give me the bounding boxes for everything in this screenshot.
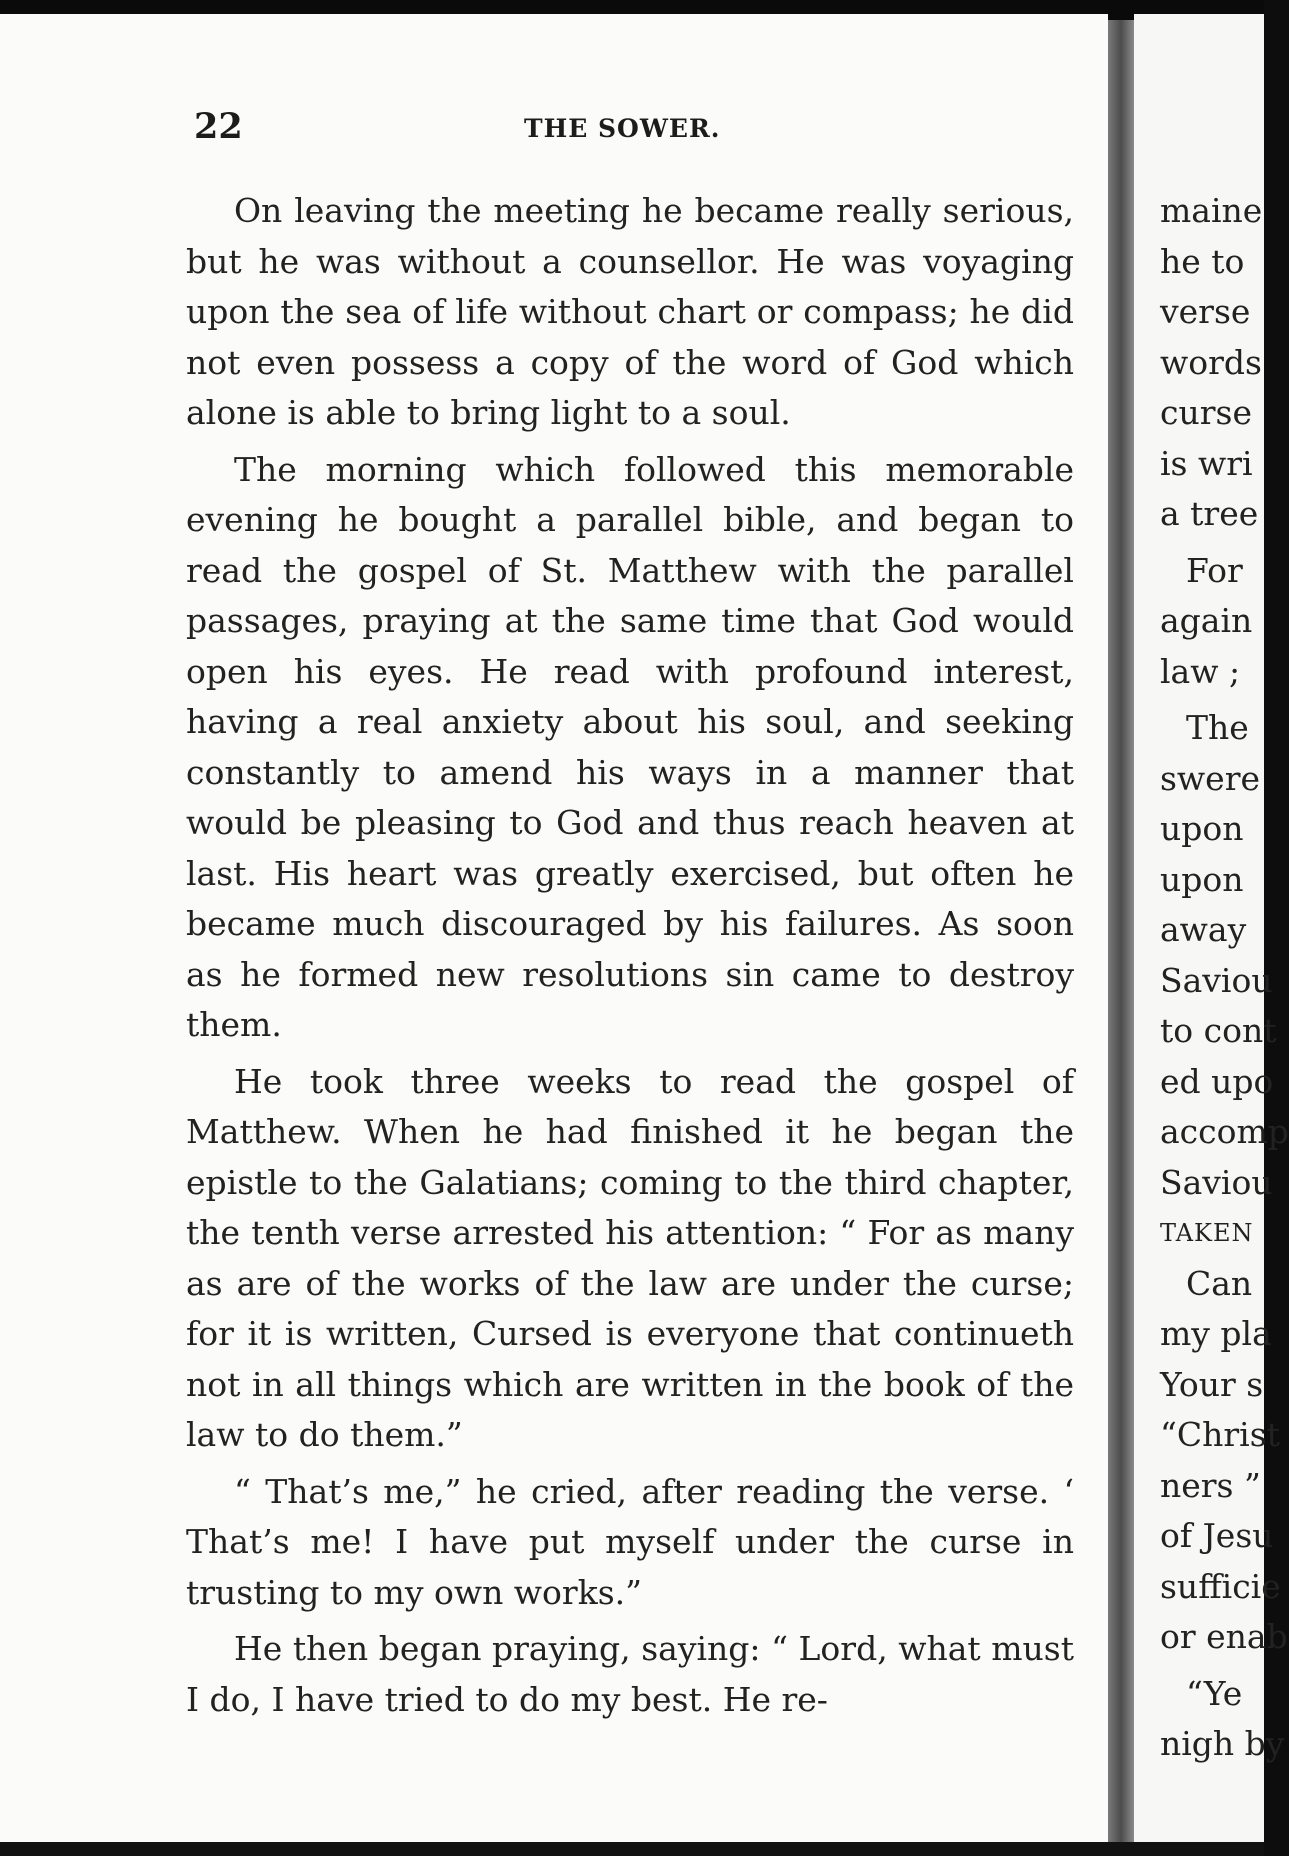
right-line: words	[1160, 342, 1262, 382]
page-number: 22	[194, 106, 243, 147]
right-line: a tree	[1160, 494, 1259, 533]
scan-bottom-border	[0, 1842, 1264, 1856]
paragraph: On leaving the meeting he became really serious, but he was without a counsellor. He was voyaging upon the sea of life without chart or compass; he did not even possess a copy of the word of God which alone is able to bring light to a soul.	[186, 191, 1074, 432]
book-gutter	[1108, 20, 1134, 1842]
right-line: Your s	[1160, 1364, 1264, 1404]
right-line: maine	[1160, 191, 1263, 230]
paragraph: “ That’s me,” he cried, after reading the verse. ‘ That’s me! I have put myself under the curse in trusting to my own works.”	[186, 1471, 1074, 1612]
paragraph: He took three weeks to read the gospel of Matthew. When he had finished it he began the epistle to the Galatians; coming to the third chapter, the tenth verse arrested his attention: “ For as many as are of the works of the law are under the curse; for it is written, Cursed is everyone that continueth not in all things which are written in the book of the law to do them.”	[186, 1061, 1074, 1454]
paragraph: The morning which followed this memorable evening he bought a parallel bible, and began to read the gospel of St. Matthew with the parallel passages, praying at the same time that God would open his eyes. He read with profound interest, having a real anxiety about his soul, and seeking constantly to amend his ways in a manner that would be pleasing to God and thus reach heaven at last. His heart was greatly exercised, but often he became much discouraged by his failures. As soon as he formed new resolutions sin came to destroy them.	[186, 449, 1074, 1044]
right-line: is wri	[1160, 443, 1253, 483]
right-line: law ;	[1160, 651, 1241, 691]
right-line: nigh by	[1160, 1724, 1285, 1763]
right-line: verse	[1160, 292, 1251, 331]
right-line: Saviou	[1160, 960, 1273, 1000]
right-line: my pla	[1160, 1314, 1272, 1353]
right-line: sufficie	[1160, 1566, 1281, 1606]
right-line: or enab	[1160, 1617, 1288, 1656]
running-head: THE SOWER.	[524, 114, 721, 143]
right-line: accomp	[1160, 1112, 1289, 1151]
body-text	[186, 186, 1074, 1731]
paragraph: He then began praying, saying: “ Lord, what must I do, I have tried to do my best. He re-	[186, 1629, 1074, 1719]
right-line: to cont	[1160, 1011, 1277, 1050]
right-line: curse	[1160, 393, 1252, 432]
right-line: ed upo	[1160, 1061, 1274, 1101]
right-line: Can	[1186, 1263, 1253, 1303]
right-line: For	[1186, 550, 1243, 590]
page-header	[0, 106, 1108, 146]
right-line: TAKEN	[1160, 1219, 1254, 1247]
right-line: of Jesu	[1160, 1516, 1274, 1555]
right-line: The	[1186, 708, 1249, 747]
right-line: ners ”	[1160, 1465, 1261, 1505]
right-line: “Ye	[1186, 1673, 1243, 1713]
right-line: again	[1160, 601, 1253, 640]
right-line: swere	[1160, 758, 1261, 798]
right-page-edge	[1134, 14, 1289, 1844]
right-page-lines	[1160, 186, 1289, 1770]
right-line: upon	[1160, 809, 1244, 848]
right-line: “Christ	[1160, 1415, 1280, 1454]
right-line: upon	[1160, 859, 1244, 899]
left-page	[0, 14, 1108, 1844]
right-line: Saviou	[1160, 1162, 1273, 1202]
right-line: away	[1160, 910, 1247, 949]
right-line: he to	[1160, 241, 1245, 281]
